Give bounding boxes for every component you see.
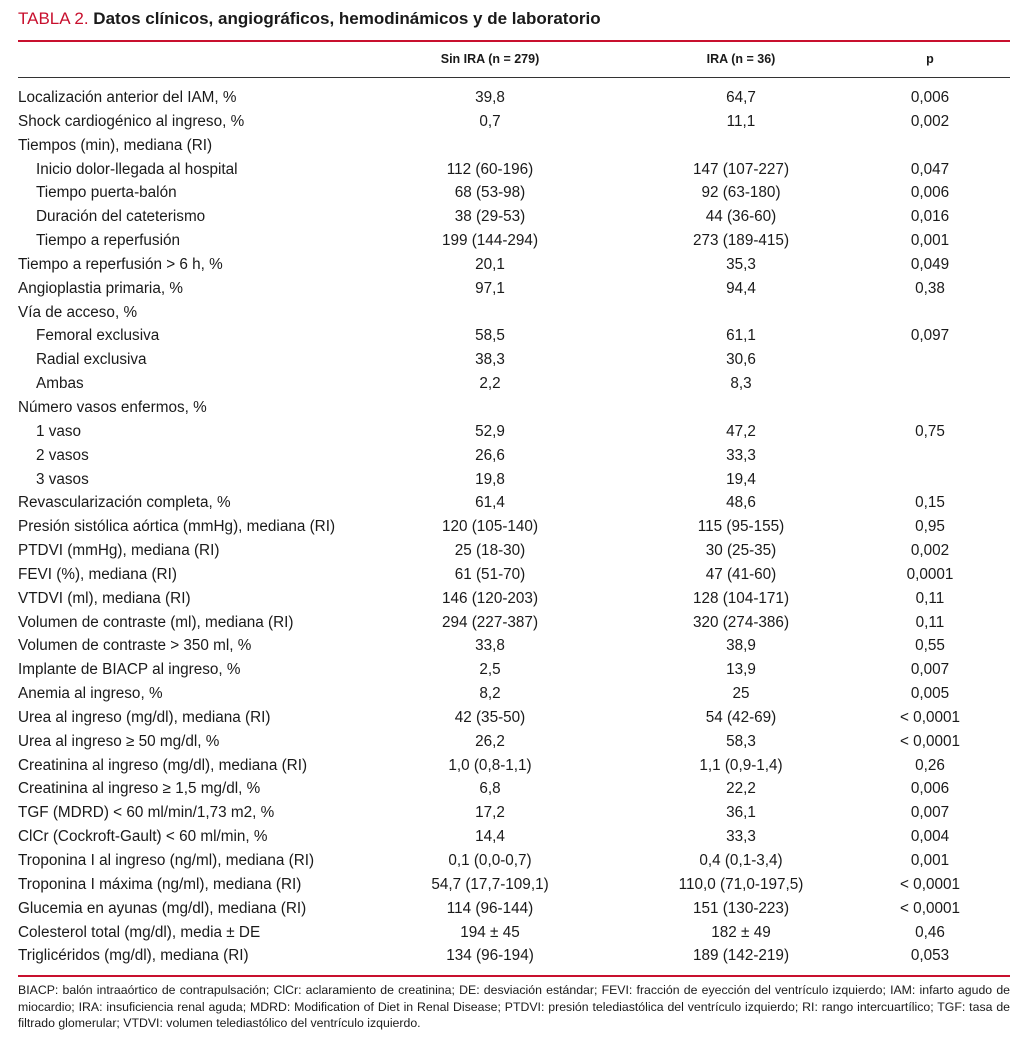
cell-sin-ira: 42 (35-50) — [454, 708, 526, 726]
table-row — [18, 587, 1010, 611]
cell-p-value: 0,001 — [910, 232, 950, 250]
cell-p-value: < 0,0001 — [900, 899, 960, 917]
row-label: Implante de BIACP al ingreso, % — [18, 661, 241, 679]
cell-ira: 35,3 — [726, 255, 756, 273]
table-row — [18, 444, 1010, 468]
cell-ira: 58,3 — [726, 732, 756, 750]
cell-ira: 33,3 — [726, 446, 756, 464]
table-row — [18, 539, 1010, 563]
row-label: Tiempo a reperfusión > 6 h, % — [18, 255, 223, 273]
header-rule — [18, 77, 1010, 78]
cell-sin-ira: 199 (144-294) — [441, 232, 539, 250]
row-label: Troponina I máxima (ng/ml), mediana (RI) — [18, 875, 302, 893]
cell-p-value: 0,26 — [915, 756, 945, 774]
cell-sin-ira: 114 (96-144) — [446, 899, 534, 917]
cell-ira: 13,9 — [726, 661, 756, 679]
cell-sin-ira: 134 (96-194) — [446, 947, 534, 965]
table-row — [18, 825, 1010, 849]
row-label: Urea al ingreso ≥ 50 mg/dl, % — [18, 732, 220, 750]
cell-ira: 30 (25-35) — [705, 542, 777, 560]
cell-p-value: 0,053 — [910, 947, 950, 965]
table-row — [18, 229, 1010, 253]
cell-p-value: 0,002 — [910, 542, 950, 560]
header-p: p — [926, 52, 934, 66]
cell-p-value: 0,15 — [915, 494, 945, 512]
cell-p-value: 0,006 — [910, 89, 950, 106]
cell-sin-ira: 0,7 — [479, 112, 501, 130]
title-rule — [18, 40, 1010, 42]
table-row — [18, 468, 1010, 492]
row-label: Shock cardiogénico al ingreso, % — [18, 112, 245, 130]
cell-p-value: < 0,0001 — [900, 732, 960, 750]
table-row — [18, 134, 1010, 158]
cell-sin-ira: 8,2 — [479, 685, 501, 703]
cell-ira: 64,7 — [726, 89, 756, 106]
cell-ira: 48,6 — [726, 494, 756, 512]
cell-ira: 182 ± 49 — [711, 923, 771, 941]
row-label: FEVI (%), mediana (RI) — [18, 565, 177, 583]
row-label: Triglicéridos (mg/dl), mediana (RI) — [18, 947, 249, 965]
table-row — [18, 849, 1010, 873]
table-row — [18, 86, 1010, 110]
cell-ira: 115 (95-155) — [697, 518, 785, 536]
cell-sin-ira: 61,4 — [475, 494, 505, 512]
row-label: ClCr (Cockroft-Gault) < 60 ml/min, % — [18, 828, 268, 846]
cell-p-value: 0,0001 — [906, 565, 954, 583]
table-row — [18, 158, 1010, 182]
cell-ira: 38,9 — [726, 637, 756, 655]
row-label: 3 vasos — [36, 470, 89, 488]
row-label: Revascularización completa, % — [18, 494, 231, 512]
cell-sin-ira: 6,8 — [479, 780, 501, 798]
cell-sin-ira: 112 (60-196) — [446, 160, 534, 178]
cell-ira: 44 (36-60) — [705, 208, 777, 226]
row-label: Tiempos (min), mediana (RI) — [18, 136, 213, 154]
table-row — [18, 634, 1010, 658]
table-row — [18, 944, 1010, 968]
table-footnote: BIACP: balón intraaórtico de contrapulsación; ClCr: aclaramiento de creatinina; DE: desviación estándar; FEVI: fracción de eyección del ventrículo izquierdo; IAM: infarto agudo de miocardio; IRA: insuficiencia renal aguda; MDRD: Modification of Diet in Renal Disease; PTDVI: presión telediastólica del ventrículo izquierdo; RI: rango intercuartílico; TGF: tasa de filtrado glomerular; VTDVI: volumen telediastólico del ventrículo izquierdo. — [18, 983, 1010, 1030]
cell-sin-ira: 0,1 (0,0-0,7) — [448, 852, 532, 869]
cell-ira: 19,4 — [726, 470, 756, 488]
row-label: Inicio dolor-llegada al hospital — [36, 160, 238, 178]
cell-sin-ira: 14,4 — [475, 828, 505, 846]
cell-sin-ira: 25 (18-30) — [454, 542, 526, 560]
cell-p-value: 0,049 — [910, 255, 950, 273]
cell-p-value: 0,002 — [910, 112, 950, 130]
row-label: Urea al ingreso (mg/dl), mediana (RI) — [18, 708, 271, 726]
cell-sin-ira: 26,6 — [475, 446, 505, 464]
row-label: TGF (MDRD) < 60 ml/min/1,73 m2, % — [18, 804, 275, 822]
table-row — [18, 730, 1010, 754]
table-row — [18, 253, 1010, 277]
cell-p-value: 0,007 — [910, 804, 950, 822]
row-label: Colesterol total (mg/dl), media ± DE — [18, 923, 261, 941]
table-row — [18, 754, 1010, 778]
cell-p-value: 0,004 — [910, 828, 950, 846]
row-label: Vía de acceso, % — [18, 303, 138, 321]
cell-ira: 22,2 — [726, 780, 756, 798]
table-row — [18, 611, 1010, 635]
row-label: Número vasos enfermos, % — [18, 398, 207, 416]
cell-p-value: 0,95 — [915, 518, 945, 536]
cell-sin-ira: 52,9 — [475, 422, 505, 440]
table-row — [18, 110, 1010, 134]
table-row — [18, 801, 1010, 825]
cell-p-value: 0,047 — [910, 160, 950, 178]
table-row — [18, 563, 1010, 587]
cell-sin-ira: 2,5 — [479, 661, 501, 679]
cell-sin-ira: 54,7 (17,7-109,1) — [431, 875, 549, 893]
cell-sin-ira: 61 (51-70) — [454, 565, 526, 583]
table-row — [18, 873, 1010, 897]
cell-ira: 320 (274-386) — [692, 613, 790, 631]
cell-ira: 47 (41-60) — [705, 565, 777, 583]
table-row — [18, 777, 1010, 801]
table-title — [18, 9, 601, 29]
row-label: Anemia al ingreso, % — [18, 685, 163, 703]
row-label: Ambas — [36, 375, 84, 393]
cell-p-value: 0,006 — [910, 184, 950, 202]
cell-sin-ira: 58,5 — [475, 327, 505, 345]
table-body — [18, 86, 1010, 968]
cell-p-value: 0,016 — [910, 208, 950, 226]
cell-p-value: 0,097 — [910, 327, 950, 345]
table-row — [18, 706, 1010, 730]
cell-ira: 8,3 — [730, 375, 752, 393]
cell-ira: 54 (42-69) — [705, 708, 777, 726]
cell-ira: 0,4 (0,1-3,4) — [699, 852, 783, 869]
cell-sin-ira: 97,1 — [475, 279, 505, 297]
cell-p-value: 0,11 — [915, 589, 945, 607]
table-title-text: Datos clínicos, angiográficos, hemodinámicos y de laboratorio — [93, 9, 601, 28]
cell-p-value: 0,001 — [910, 852, 950, 869]
cell-ira: 47,2 — [726, 422, 756, 440]
cell-ira: 128 (104-171) — [692, 589, 790, 607]
cell-sin-ira: 68 (53-98) — [454, 184, 526, 202]
cell-p-value: 0,46 — [915, 923, 945, 941]
row-label: PTDVI (mmHg), mediana (RI) — [18, 542, 220, 560]
cell-ira: 36,1 — [726, 804, 756, 822]
table-row — [18, 420, 1010, 444]
row-label: Localización anterior del IAM, % — [18, 89, 237, 106]
cell-p-value: 0,38 — [915, 279, 945, 297]
cell-p-value: 0,55 — [915, 637, 945, 655]
table-row — [18, 897, 1010, 921]
cell-sin-ira: 33,8 — [475, 637, 505, 655]
row-label: Troponina I al ingreso (ng/ml), mediana (RI) — [18, 852, 315, 869]
table-row — [18, 396, 1010, 420]
cell-p-value: 0,75 — [915, 422, 945, 440]
cell-sin-ira: 146 (120-203) — [441, 589, 539, 607]
cell-ira: 110,0 (71,0-197,5) — [678, 875, 804, 893]
cell-ira: 30,6 — [726, 351, 756, 369]
table-row — [18, 348, 1010, 372]
cell-p-value: 0,11 — [915, 613, 945, 631]
cell-ira: 151 (130-223) — [692, 899, 790, 917]
cell-sin-ira: 2,2 — [479, 375, 501, 393]
row-label: Glucemia en ayunas (mg/dl), mediana (RI) — [18, 899, 307, 917]
table-row — [18, 324, 1010, 348]
cell-ira: 33,3 — [726, 828, 756, 846]
table-row — [18, 372, 1010, 396]
header-sin-ira: Sin IRA (n = 279) — [440, 52, 540, 66]
cell-sin-ira: 26,2 — [475, 732, 505, 750]
cell-sin-ira: 294 (227-387) — [441, 613, 539, 631]
row-label: Femoral exclusiva — [36, 327, 160, 345]
table-row — [18, 491, 1010, 515]
bottom-rule — [18, 975, 1010, 977]
row-label: Tiempo a reperfusión — [36, 232, 180, 250]
row-label: VTDVI (ml), mediana (RI) — [18, 589, 191, 607]
row-label: Creatinina al ingreso ≥ 1,5 mg/dl, % — [18, 780, 261, 798]
cell-ira: 147 (107-227) — [692, 160, 790, 178]
cell-sin-ira: 17,2 — [475, 804, 505, 822]
cell-sin-ira: 120 (105-140) — [441, 518, 539, 536]
row-label: Duración del cateterismo — [36, 208, 206, 226]
cell-ira: 189 (142-219) — [692, 947, 790, 965]
cell-ira: 11,1 — [726, 112, 756, 130]
cell-ira: 92 (63-180) — [701, 184, 781, 202]
table-row — [18, 181, 1010, 205]
table-row — [18, 658, 1010, 682]
row-label: 1 vaso — [36, 422, 82, 440]
table-label: TABLA 2. — [18, 9, 89, 28]
cell-p-value: 0,006 — [910, 780, 950, 798]
row-label: Volumen de contraste > 350 ml, % — [18, 637, 252, 655]
cell-ira: 61,1 — [726, 327, 756, 345]
cell-p-value: < 0,0001 — [900, 708, 960, 726]
cell-ira: 1,1 (0,9-1,4) — [699, 756, 783, 774]
table-row — [18, 682, 1010, 706]
table-row — [18, 921, 1010, 945]
table-row — [18, 301, 1010, 325]
cell-sin-ira: 194 ± 45 — [460, 923, 520, 941]
cell-ira: 94,4 — [726, 279, 756, 297]
cell-sin-ira: 38 (29-53) — [454, 208, 526, 226]
cell-sin-ira: 19,8 — [475, 470, 505, 488]
table-row — [18, 515, 1010, 539]
row-label: Creatinina al ingreso (mg/dl), mediana (RI) — [18, 756, 308, 774]
row-label: Tiempo puerta-balón — [36, 184, 177, 202]
row-label: Volumen de contraste (ml), mediana (RI) — [18, 613, 294, 631]
table-row — [18, 277, 1010, 301]
row-label: Presión sistólica aórtica (mmHg), mediana (RI) — [18, 518, 336, 536]
cell-sin-ira: 20,1 — [475, 255, 505, 273]
row-label: Radial exclusiva — [36, 351, 147, 369]
cell-sin-ira: 39,8 — [475, 89, 505, 106]
row-label: Angioplastia primaria, % — [18, 279, 183, 297]
cell-ira: 273 (189-415) — [692, 232, 790, 250]
cell-p-value: < 0,0001 — [900, 875, 960, 893]
cell-sin-ira: 1,0 (0,8-1,1) — [448, 756, 532, 774]
row-label: 2 vasos — [36, 446, 89, 464]
cell-sin-ira: 38,3 — [475, 351, 505, 369]
table-row — [18, 205, 1010, 229]
header-ira: IRA (n = 36) — [706, 52, 776, 66]
cell-p-value: 0,005 — [910, 685, 950, 703]
cell-ira: 25 — [732, 685, 750, 703]
cell-p-value: 0,007 — [910, 661, 950, 679]
